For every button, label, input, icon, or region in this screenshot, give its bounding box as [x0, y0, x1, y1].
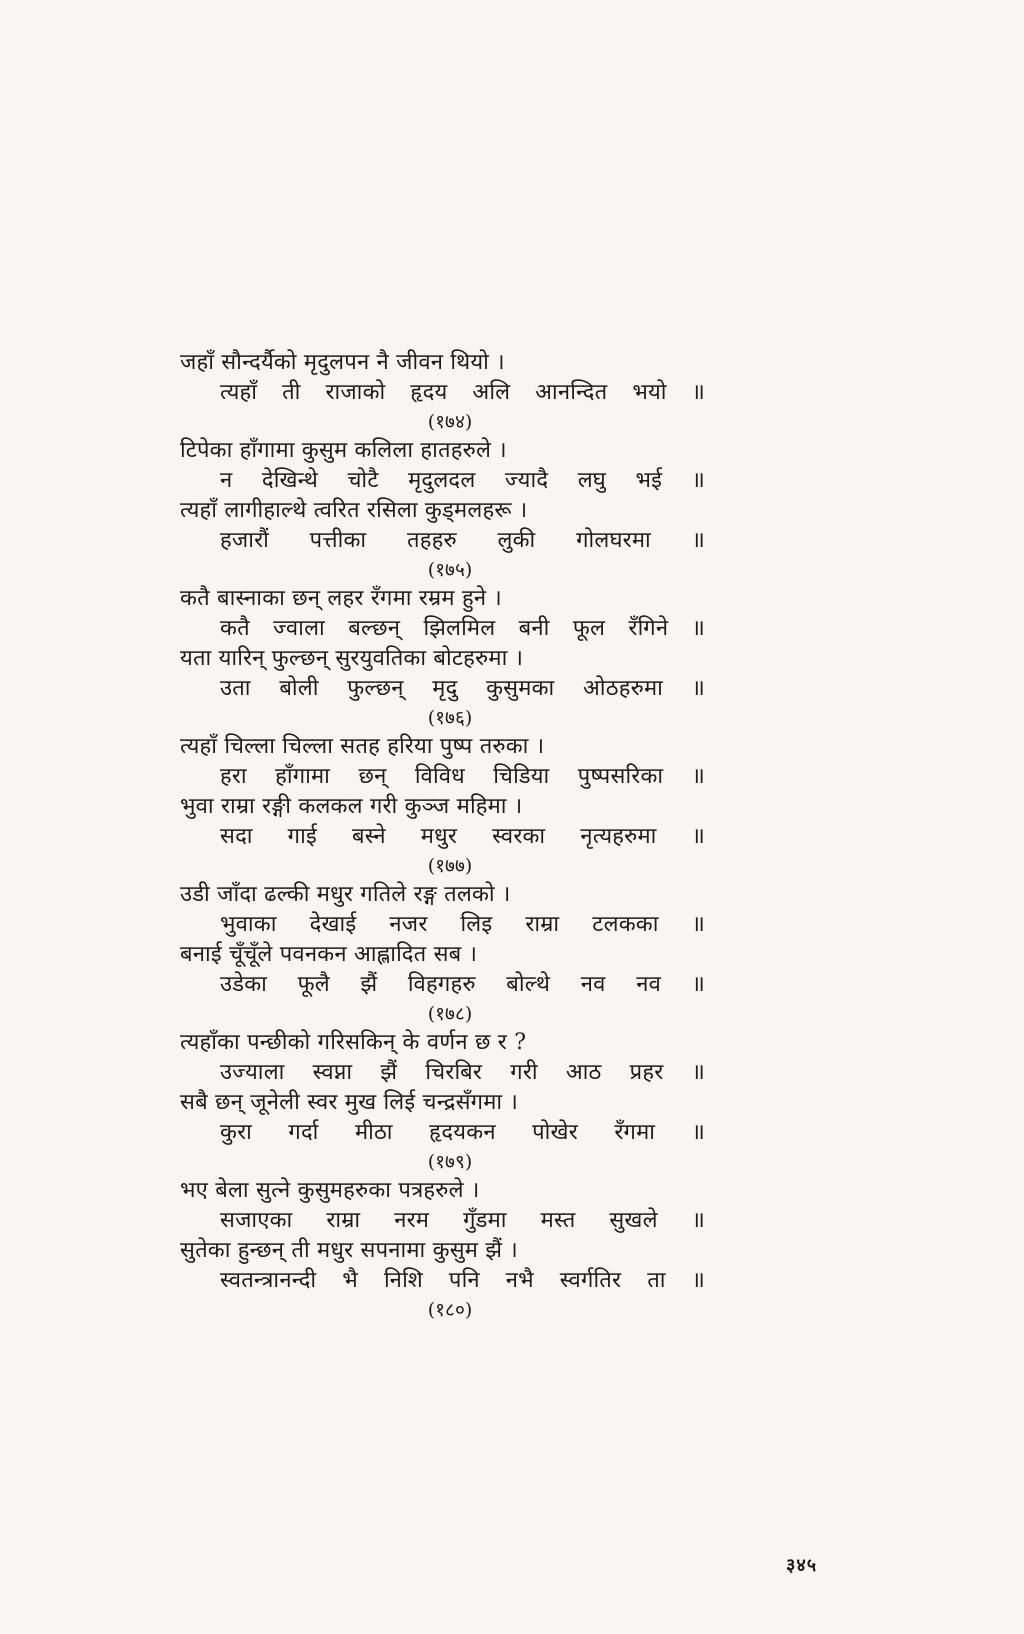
verse-number: (१७७) — [427, 855, 473, 877]
verse-line: स्वतन्त्रानन्दी भै निशि पनि नभै स्वर्गतिर ता ॥ — [220, 1268, 705, 1293]
verse-line: हजारौं पत्तीका तहहरु लुकी गोलघरमा ॥ — [220, 528, 705, 553]
verse-line: जहाँ सौन्दर्यैको मृदुलपन नै जीवन थियो । — [180, 350, 505, 375]
stanza-180 — [180, 1176, 720, 1324]
verse-line: त्यहाँ चिल्ला चिल्ला सतह हरिया पुष्प तरुका । — [180, 734, 545, 759]
verse-number: (१८०) — [427, 1299, 473, 1321]
stanza-178 — [180, 880, 720, 1028]
verse-line: भुवाका देखाई नजर लिइ राम्रा टलकका ॥ — [220, 912, 705, 937]
verse-line: सजाएका राम्रा नरम गुँडमा मस्त सुखले ॥ — [220, 1208, 705, 1233]
verse-line: यता यारिन् फुल्छन् सुरयुवतिका बोटहरुमा । — [180, 646, 524, 671]
verse-line: भए बेला सुत्ने कुसुमहरुका पत्रहरुले । — [180, 1178, 480, 1203]
verse-line: उज्याला स्वप्ना झैं चिरबिर गरी आठ प्रहर ॥ — [220, 1060, 705, 1085]
verse-line: कतै बास्नाका छन् लहर रँगमा रम्रम हुने । — [180, 586, 502, 611]
verse-line: त्यहाँका पन्छीको गरिसकिन् के वर्णन छ र ? — [180, 1030, 527, 1055]
verse-number: (१७५) — [427, 559, 473, 581]
verse-line: भुवा राम्रा रङ्गी कलकल गरी कुञ्ज महिमा । — [180, 794, 523, 819]
verse-line: उडी जाँदा ढल्की मधुर गतिले रङ्ग तलको । — [180, 882, 511, 907]
poem-body — [180, 348, 720, 1324]
verse-line: त्यहाँ ती राजाको हृदय अलि आनन्दित भयो ॥ — [220, 380, 705, 405]
stanza-177 — [180, 732, 720, 880]
verse-line: टिपेका हाँगामा कुसुम कलिला हातहरुले । — [180, 438, 507, 463]
verse-number: (१७६) — [427, 707, 473, 729]
verse-line: हरा हाँगामा छन् विविध चिडिया पुष्पसरिका ॥ — [220, 764, 705, 789]
page-number: ३४५ — [786, 1555, 818, 1576]
verse-line: न देखिन्थे चोटै मृदुलदल ज्यादै लघु भई ॥ — [220, 468, 705, 493]
verse-line: सुतेका हुन्छन् ती मधुर सपनामा कुसुम झैं । — [180, 1238, 518, 1263]
verse-line: उता बोली फुल्छन् मृदु कुसुमका ओठहरुमा ॥ — [220, 676, 705, 701]
stanza-175 — [180, 436, 720, 584]
stanza-174 — [180, 348, 720, 436]
verse-line: कतै ज्वाला बल्छन् झिलमिल बनी फूल रँगिने ॥ — [220, 616, 705, 641]
verse-number: (१७९) — [427, 1151, 473, 1173]
stanza-176 — [180, 584, 720, 732]
verse-line: सदा गाई बस्ने मधुर स्वरका नृत्यहरुमा ॥ — [220, 824, 705, 849]
verse-line: सबै छन् जूनेली स्वर मुख लिई चन्द्रसँगमा । — [180, 1090, 519, 1115]
verse-line: बनाई चूँचूँले पवनकन आह्लादित सब । — [180, 942, 478, 967]
verse-number: (१७४) — [427, 411, 473, 433]
stanza-179 — [180, 1028, 720, 1176]
verse-line: उडेका फूलै झैं विहगहरु बोल्थे नव नव ॥ — [220, 972, 705, 997]
verse-number: (१७८) — [427, 1003, 473, 1025]
verse-line: कुरा गर्दा मीठा हृदयकन पोखेर रँगमा ॥ — [220, 1120, 705, 1145]
verse-line: त्यहाँ लागीहाल्थे त्वरित रसिला कुड्मलहरू । — [180, 498, 528, 523]
